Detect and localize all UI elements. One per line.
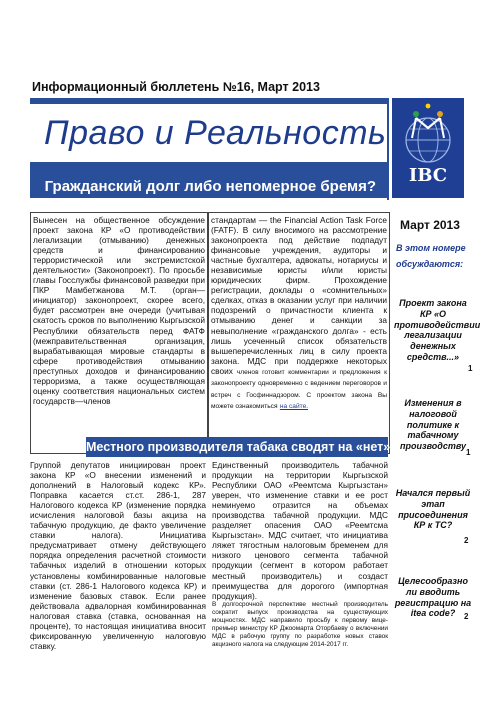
article1-column1: Вынесен на общественное обсуждение проект закона КР «О противодействии легализации (отмыванию) денежных средств и финансированию террористической или экстремистской деятельности» (Законопроект). По просьбе главы Госслужбы финансовой разведки при ПКР Мамбетжанова М.Т. (орган—инициатор) законопроект, скорее всего, будет рассмотрен вне очереди (учитывая скатость сроков по выполнению Кыргызской Республики обязательств перед ФАТФ (межправительственная организация, вырабатывающая мировые стандарты в сфере противодействия отмыванию преступных доходов и финансированию терроризма, а также осуществляющая оценку соответствия национальных систем государств—членов: [30, 212, 208, 454]
toc-page-3: 2: [464, 536, 469, 545]
article1-headline: Гражданский долг либо непомерное бремя?: [44, 178, 376, 195]
article2-column2-smalltext: В долгосрочной перспективе местный производитель сократит выпуск производства на существующих мощностях. МДС направило просьбу к первому вице-премьер министру КР Джоомарта Оторбаеву о включении МДС в рабочую группу по разработке новых ставок акцизного налога на следующие 2014-2017 гг.: [212, 600, 388, 649]
article2-column2: [212, 460, 388, 700]
sidebar-subtitle: В этом номере обсуждаются:: [396, 243, 466, 269]
toc-item-4[interactable]: Целесообразно ли вводить регистрацию на itea code?: [394, 576, 472, 619]
article1-column2-text: стандартам — the Financial Action Task Force (FATF). В силу вносимого на рассмотрение законопроекта под действие подпадут финансовые учреждения, аудиторы и частные бухгалтера, адвокаты, нотариусы и независимые юристы и/или юристы юридических фирм. Прохождение регистрации, доклады о «сомнительных» сделках, отказ в оказании услуг при наличии подозрений о причастности клиента к отмыванию денег и санкции за невыполнение «гражданского долга» - есть лишь усеченный список обязательств вышеперечисленных лиц в силу проекта закона. МДС при поддержке некоторых своих: [211, 215, 387, 376]
page-title: Право и Реальность: [44, 114, 387, 152]
sidebar: [392, 206, 481, 702]
article1-column2-smalltext: членов готовит комментарии и предложения к законопроекту одновременно с ведением переговоров и встреч с Госфиннадзором. С проектом закона Вы можете ознакомиться: [211, 368, 387, 410]
article1-column2: [208, 212, 390, 454]
article2-column1: Группой депутатов инициирован проект закона КР «О внесении изменений и дополнений в Налоговый кодекс КР». Поправка касается ст.ст. 286-1, 287 Налогового кодекса КР (изменение порядка исчисления налоговой базы акциза на табачную продукцию, де факто увеличение ставки налога). Инициатива предусматривает отмену действующего порядка определения расчетной стоимости табачных изделий в отношении которых установлены комбинированные налоговые ставки (ст. 286-1 Налогового кодекса КР) и изменение базовых ставок. Если ранее действовала адвалорная комбинированная налоговая ставка (ставка, основанная на проценте), то настоящая инициатива вносит фиксированную увеличенную налоговую ставку.: [30, 460, 206, 651]
ibc-logo: [392, 98, 464, 198]
toc-page-4: 2: [464, 612, 469, 621]
toc-page-2: 1: [466, 448, 471, 457]
toc-item-3[interactable]: Начался первый этап присоединения КР к ТС?: [395, 488, 471, 531]
site-link[interactable]: на сайте.: [279, 402, 309, 410]
article2-column2-text: Единственный производитель табачной продукции на территории Кыргызской Республики ОАО «Реемтсма Кыргызстан» уверен, что изменение ставки и ее рост неминуемо отразится на объемах производства табачной продукции. МДС разделяет опасения ОАО «Реемтсма Кыргызстан». МДС считает, что инициатива ляжет тягостным налоговым бременем для низкого ценового сегмента табачной продукции (сегмент в котором работает местный производитель) и создаст преимущества для дорогого (импортная продукция).: [212, 460, 388, 601]
toc-item-1[interactable]: Проект закона КР «О противодействии легализации денежных средств...»: [394, 298, 481, 362]
toc-item-2[interactable]: Изменения в налоговой политике к табачному производству: [400, 398, 466, 452]
logo-text: IBC: [408, 165, 448, 186]
bulletin-line: Информационный бюллетень №16, Март 2013: [32, 80, 320, 94]
toc-page-1: 1: [468, 364, 473, 373]
article2-headline: Местного производителя табака сводят на «нет»: [86, 440, 391, 454]
sidebar-date: Март 2013: [400, 218, 460, 232]
